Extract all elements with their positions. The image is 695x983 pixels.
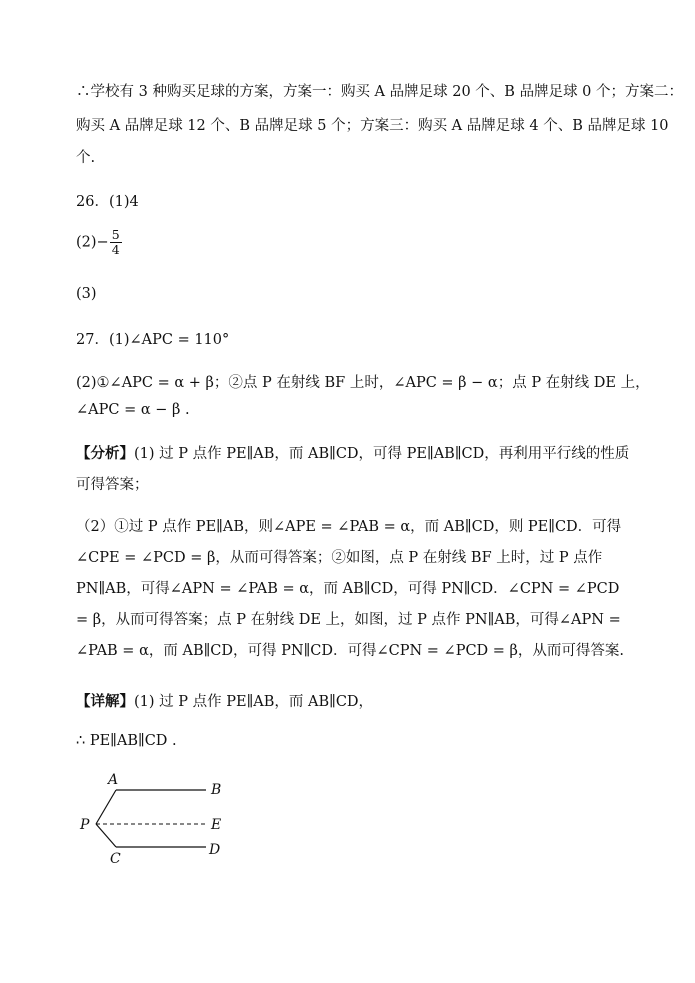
label-p: P: [80, 817, 90, 833]
conclusion-line-1: ∴学校有 3 种购买足球的方案，方案一：购买 A 品牌足球 20 个、B 品牌足球 0 个；方案二：: [76, 84, 684, 100]
q26-part1: 26．(1)4: [76, 194, 139, 210]
q27-part2-line1: (2)①∠APC = α + β；②点 P 在射线 BF 上时，∠APC = β − α；点 P 在射线 DE 上，: [76, 375, 650, 391]
analysis-part2: （2）①过 P 点作 PE∥AB，则∠APE = ∠PAB = α，而 AB∥CD，则 PE∥CD．可得∠CPE = ∠PCD = β，从而可得答案；②如图，点 P 在射线 BF 上时，过 P 点作 PN∥AB，可得∠APN = ∠PAB = α，而 AB∥CD，可得 PN∥CD．∠CPN = ∠PCD = β，从而可得答案；点 P 在射线 DE 上，如图，过 P 点作 PN∥AB，可得∠APN = ∠PAB = α，而 AB∥CD，可得 PN∥CD．可得∠CPN = ∠PCD = β，从而可得答案.: [76, 519, 625, 659]
detail-label: 【详解】: [76, 693, 134, 710]
q26-part2: [76, 228, 122, 257]
label-a: A: [108, 772, 119, 788]
analysis-block: [76, 438, 636, 501]
segment-pc: [96, 824, 116, 847]
fraction-numerator: 5: [111, 227, 120, 242]
detail-line2: ∴ PE∥AB∥CD .: [76, 733, 177, 749]
fraction-denominator: 4: [111, 242, 120, 257]
conclusion-line-2: 购买 A 品牌足球 12 个、B 品牌足球 5 个；方案三：购买 A 品牌足球 4 个、B 品牌足球 10: [76, 118, 669, 134]
q26-part3: (3): [76, 286, 97, 302]
q27-part1: 27．(1)∠APC = 110°: [76, 332, 230, 348]
detail-line1: (1) 过 P 点作 PE∥AB，而 AB∥CD，: [134, 694, 374, 710]
analysis-part1: (1) 过 P 点作 PE∥AB，而 AB∥CD，可得 PE∥AB∥CD，再利用平行线的性质可得答案；: [76, 446, 630, 493]
q26-part2-prefix: (2)−: [76, 234, 109, 251]
label-b: B: [211, 782, 222, 798]
label-d: D: [209, 842, 221, 858]
parallel-lines-figure: [70, 768, 240, 873]
detail-block: [76, 690, 373, 711]
analysis-label: 【分析】: [76, 445, 134, 462]
fraction: [110, 228, 122, 257]
label-e: E: [211, 817, 222, 833]
q27-part2-line2: ∠APC = α − β .: [76, 402, 190, 418]
label-c: C: [110, 851, 121, 867]
segment-pa: [96, 790, 116, 824]
conclusion-line-3: 个.: [76, 150, 96, 166]
